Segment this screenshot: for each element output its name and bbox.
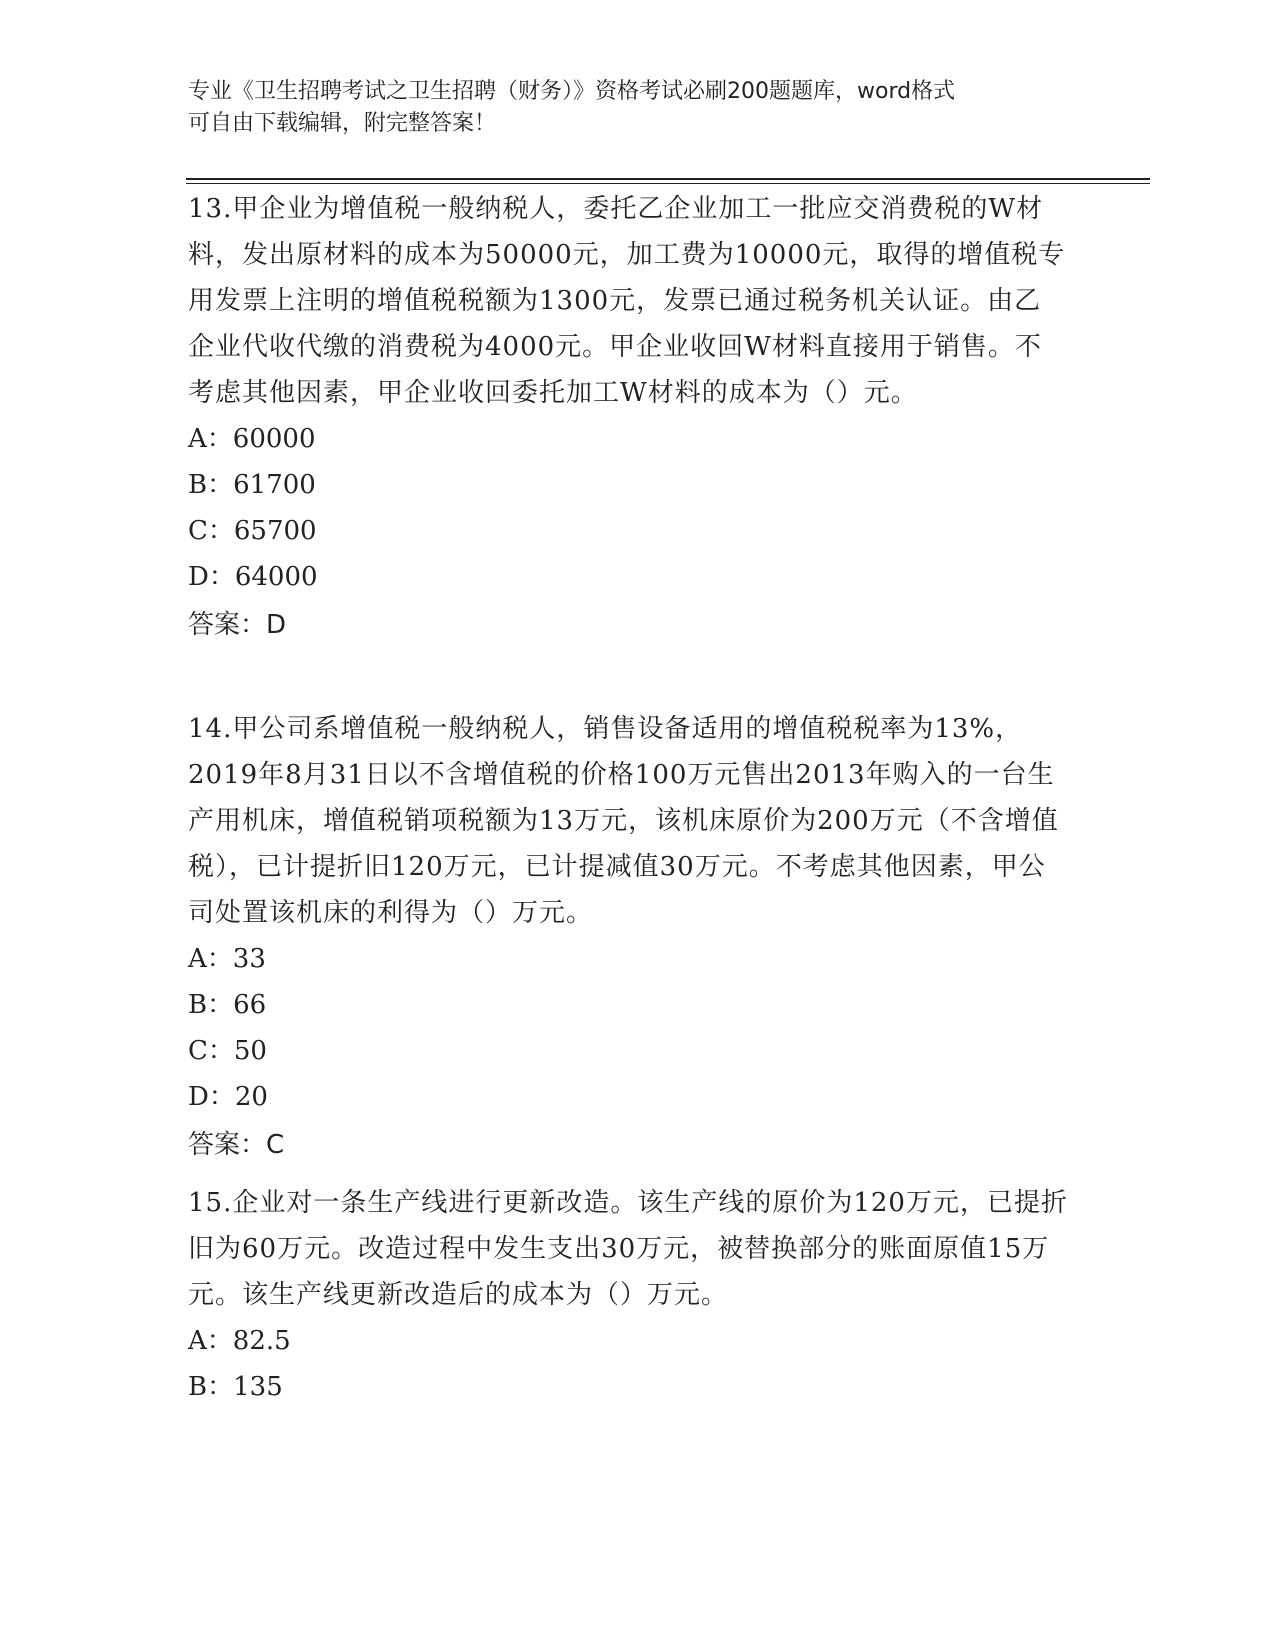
question-13 [188, 186, 1068, 648]
option-a: A：60000 [188, 424, 316, 454]
document-header [188, 76, 1068, 140]
question-stem: 14.甲公司系增值税一般纳税人，销售设备适用的增值税税率为13%，2019年8月31日以不含增值税的价格100万元售出2013年购入的一台生产用机床，增值税销项税额为13万元，该机床原价为200万元（不含增值税），已计提折旧120万元，已计提减值30万元。不考虑其他因素，甲公司处置该机床的利得为（）万元。 [188, 714, 1059, 928]
option-a: A：82.5 [188, 1326, 291, 1356]
option-c: C：65700 [188, 516, 317, 546]
header-line-1: 专业《卫生招聘考试之卫生招聘（财务）》资格考试必刷200题题库，word格式 [188, 79, 956, 104]
option-d: D：64000 [188, 562, 318, 592]
answer-label: 答案：C [188, 1130, 285, 1160]
option-b: B：66 [188, 990, 267, 1020]
header-line-2: 可自由下载编辑，附完整答案！ [188, 111, 497, 136]
option-d: D：20 [188, 1082, 268, 1112]
option-b: B：135 [188, 1372, 283, 1402]
question-14 [188, 706, 1068, 1168]
header-divider-thick [186, 178, 1150, 180]
answer-label: 答案：D [188, 610, 287, 640]
question-stem: 13.甲企业为增值税一般纳税人，委托乙企业加工一批应交消费税的W材料，发出原材料的成本为50000元，加工费为10000元，取得的增值税专用发票上注明的增值税税额为1300元，发票已通过税务机关认证。由乙企业代收代缴的消费税为4000元。甲企业收回W材料直接用于销售。不考虑其他因素，甲企业收回委托加工W材料的成本为（）元。 [188, 194, 1066, 408]
option-b: B：61700 [188, 470, 316, 500]
option-c: C：50 [188, 1036, 267, 1066]
option-a: A：33 [188, 944, 266, 974]
question-stem: 15.企业对一条生产线进行更新改造。该生产线的原价为120万元，已提折旧为60万元。改造过程中发生支出30万元，被替换部分的账面原值15万元。该生产线更新改造后的成本为（）万元。 [188, 1188, 1068, 1310]
header-divider-thin [186, 183, 1150, 184]
question-15 [188, 1180, 1068, 1410]
